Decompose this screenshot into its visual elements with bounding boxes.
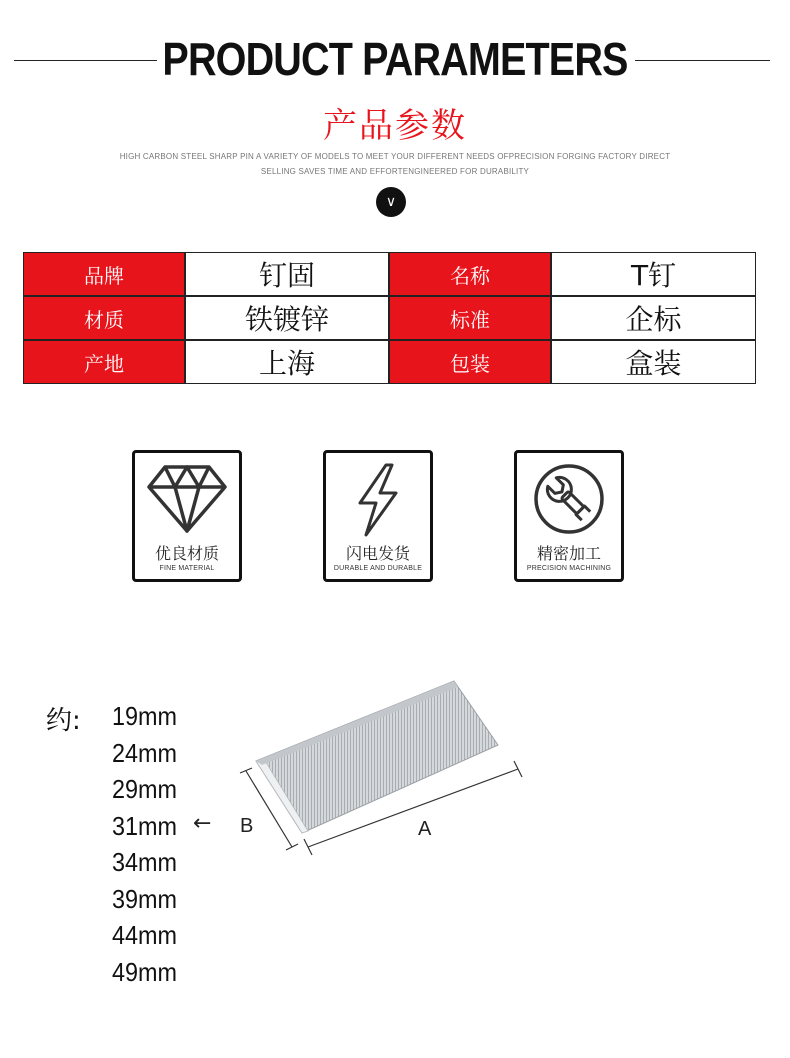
subtitle-line-1: HIGH CARBON STEEL SHARP PIN A VARIETY OF MODELS TO MEET YOUR DIFFERENT NEEDS OFPRECISION FORGING FACTORY DIRECT — [119, 152, 671, 161]
size-item: 49mm — [112, 956, 178, 987]
spec-value: 钉固 — [186, 253, 388, 295]
nail-strip-icon — [236, 675, 536, 875]
dimension-label-a: A — [418, 818, 432, 840]
spec-key: 标准 — [390, 297, 550, 339]
spec-value: T钉 — [552, 253, 755, 295]
spec-value: 铁镀锌 — [186, 297, 388, 339]
feature-subtitle: FINE MATERIAL — [159, 565, 215, 572]
size-item: 29mm — [112, 774, 178, 804]
diamond-icon — [145, 461, 229, 537]
spec-value: 上海 — [186, 341, 388, 383]
size-item: 39mm — [112, 883, 178, 914]
lightning-icon — [336, 461, 420, 537]
size-item: 31mm — [112, 810, 178, 841]
spec-value: 企标 — [552, 297, 755, 339]
page-title-en: PRODUCT PARAMETERS — [162, 33, 628, 85]
feature-title: 优良材质 — [154, 544, 219, 563]
feature-title: 闪电发货 — [345, 544, 410, 563]
feature-card-material — [132, 450, 242, 582]
spec-key: 包装 — [390, 341, 550, 383]
feature-card-machining — [514, 450, 624, 582]
chevron-down-icon[interactable]: ∨ — [376, 187, 406, 217]
spec-table — [23, 252, 756, 384]
feature-title: 精密加工 — [536, 544, 601, 563]
spec-key: 产地 — [24, 341, 184, 383]
size-item: 34mm — [112, 847, 178, 877]
feature-subtitle: PRECISION MACHINING — [526, 565, 612, 572]
feature-subtitle: DURABLE AND DURABLE — [333, 565, 423, 572]
size-item: 24mm — [112, 737, 178, 768]
spec-key: 品牌 — [24, 253, 184, 295]
feature-card-shipping — [323, 450, 433, 582]
size-item: 19mm — [112, 701, 178, 731]
dimension-label-b: B — [240, 815, 254, 837]
wrench-icon — [527, 461, 611, 537]
size-list — [112, 698, 184, 990]
page-title-cn: 产品参数 — [323, 106, 467, 146]
spec-key: 材质 — [24, 297, 184, 339]
size-prefix: 约: — [46, 706, 81, 736]
subtitle-line-2: SELLING SAVES TIME AND EFFORTENGINEERED FOR DURABILITY — [260, 167, 530, 176]
size-item: 44mm — [112, 920, 178, 950]
spec-key: 名称 — [390, 253, 550, 295]
spec-value: 盒装 — [552, 341, 755, 383]
arrow-left-icon: ← — [193, 811, 212, 836]
